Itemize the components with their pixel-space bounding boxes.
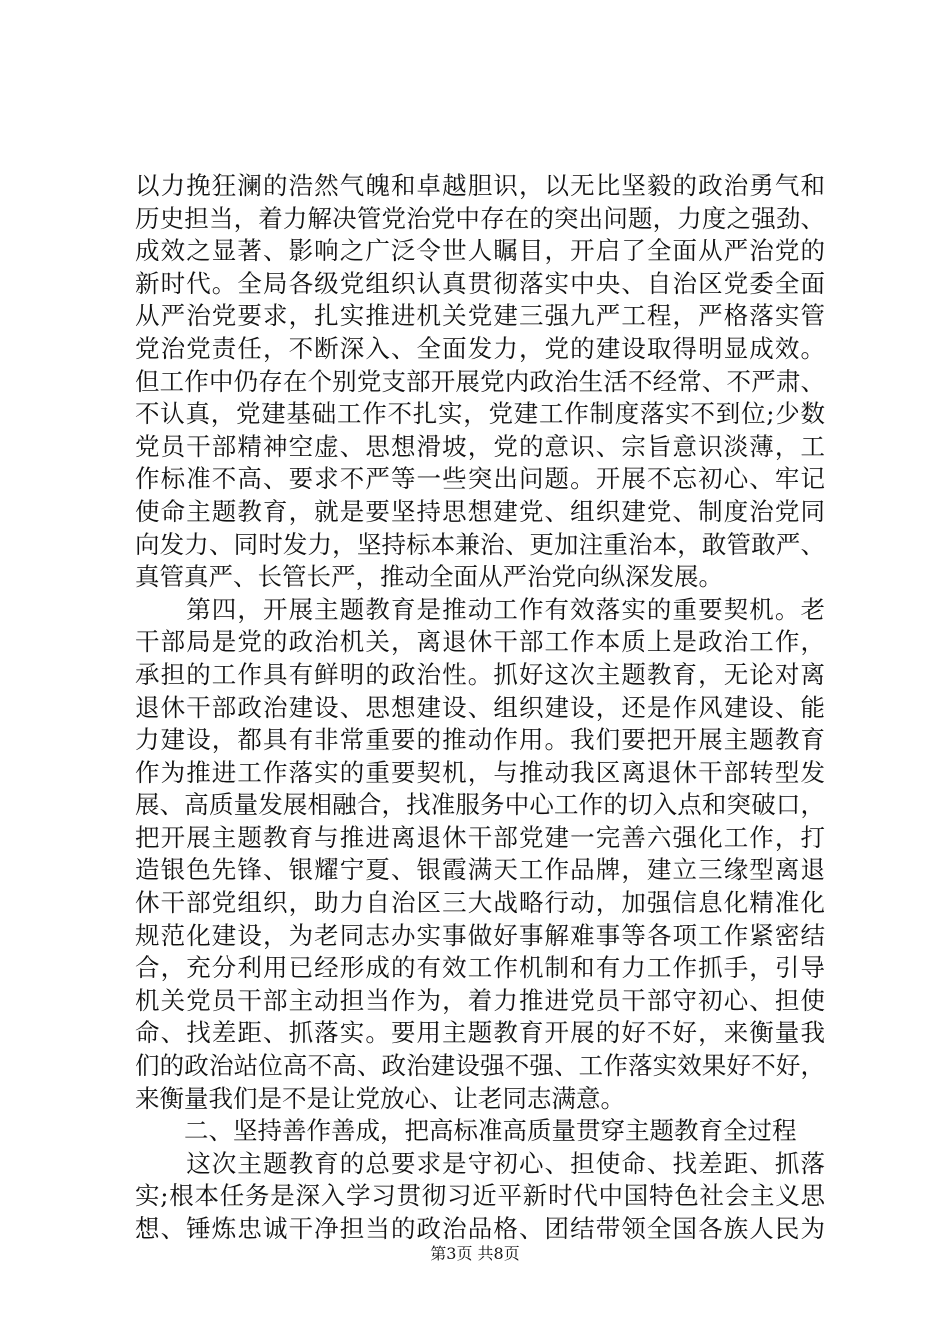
paragraph-start-line: 第四，开展主题教育是推动工作有效落实的重要契机。老: [135, 594, 825, 624]
text-line: 命、找差距、抓落实。要用主题教育开展的好不好，来衡量我: [135, 1018, 825, 1048]
text-line: 党员干部精神空虚、思想滑坡，党的意识、宗旨意识淡薄，工: [135, 431, 825, 461]
paragraph-end-line: 来衡量我们是不是让党放心、让老同志满意。: [135, 1083, 625, 1113]
page-footer: 第3页 共8页: [430, 1244, 520, 1263]
text-line: 以力挽狂澜的浩然气魄和卓越胆识，以无比坚毅的政治勇气和: [135, 171, 825, 200]
text-line: 们的政治站位高不高、政治建设强不强、工作落实效果好不好，: [135, 1051, 825, 1081]
text-line: 新时代。全局各级党组织认真贯彻落实中央、自治区党委全面: [135, 268, 825, 298]
text-line: 干部局是党的政治机关，离退休干部工作本质上是政治工作，: [135, 627, 825, 657]
text-line: 规范化建设，为老同志办实事做好事解难事等各项工作紧密结: [135, 920, 825, 950]
text-line: 机关党员干部主动担当作为，着力推进党员干部守初心、担使: [135, 985, 825, 1015]
text-line: 实;根本任务是深入学习贯彻习近平新时代中国特色社会主义思: [135, 1181, 825, 1211]
text-line: 向发力、同时发力，坚持标本兼治、更加注重治本，敢管敢严、: [135, 529, 825, 559]
document-body: [135, 170, 825, 1246]
text-line: 想、锤炼忠诚干净担当的政治品格、团结带领全国各族人民为: [135, 1214, 825, 1243]
text-line: 使命主题教育，就是要坚持思想建党、组织建党、制度治党同: [135, 496, 825, 526]
text-line: 成效之显著、影响之广泛令世人瞩目，开启了全面从严治党的: [135, 236, 825, 266]
text-line: 党治党责任，不断深入、全面发力，党的建设取得明显成效。: [135, 333, 825, 363]
text-line: 合，充分利用已经形成的有效工作机制和有力工作抓手，引导: [135, 953, 825, 983]
text-line: 退休干部政治建设、思想建设、组织建设，还是作风建设、能: [135, 692, 825, 722]
text-line: 休干部党组织，助力自治区三大战略行动，加强信息化精准化: [135, 888, 825, 918]
text-line: 力建设，都具有非常重要的推动作用。我们要把开展主题教育: [135, 725, 825, 755]
text-line: 不认真，党建基础工作不扎实，党建工作制度落实不到位;少数: [135, 399, 825, 429]
text-line: 展、高质量发展相融合，找准服务中心工作的切入点和突破口，: [135, 790, 825, 820]
text-line: 历史担当，着力解决管党治党中存在的突出问题，力度之强劲、: [135, 203, 825, 233]
text-line: 但工作中仍存在个别党支部开展党内政治生活不经常、不严肃、: [135, 366, 825, 396]
paragraph-end-line: 真管真严、长管长严，推动全面从严治党向纵深发展。: [135, 562, 723, 592]
paragraph-start-line: 这次主题教育的总要求是守初心、担使命、找差距、抓落: [135, 1148, 825, 1178]
text-line: 造银色先锋、银耀宁夏、银霞满天工作品牌，建立三缘型离退: [135, 855, 825, 885]
section-heading: 二、坚持善作善成，把高标准高质量贯穿主题教育全过程: [135, 1116, 797, 1146]
text-line: 承担的工作具有鲜明的政治性。抓好这次主题教育，无论对离: [135, 659, 825, 689]
text-line: 作为推进工作落实的重要契机，与推动我区离退休干部转型发: [135, 757, 825, 787]
text-line: 把开展主题教育与推进离退休干部党建一完善六强化工作，打: [135, 822, 825, 852]
text-line: 作标准不高、要求不严等一些突出问题。开展不忘初心、牢记: [135, 464, 825, 494]
text-line: 从严治党要求，扎实推进机关党建三强九严工程，严格落实管: [135, 301, 825, 331]
